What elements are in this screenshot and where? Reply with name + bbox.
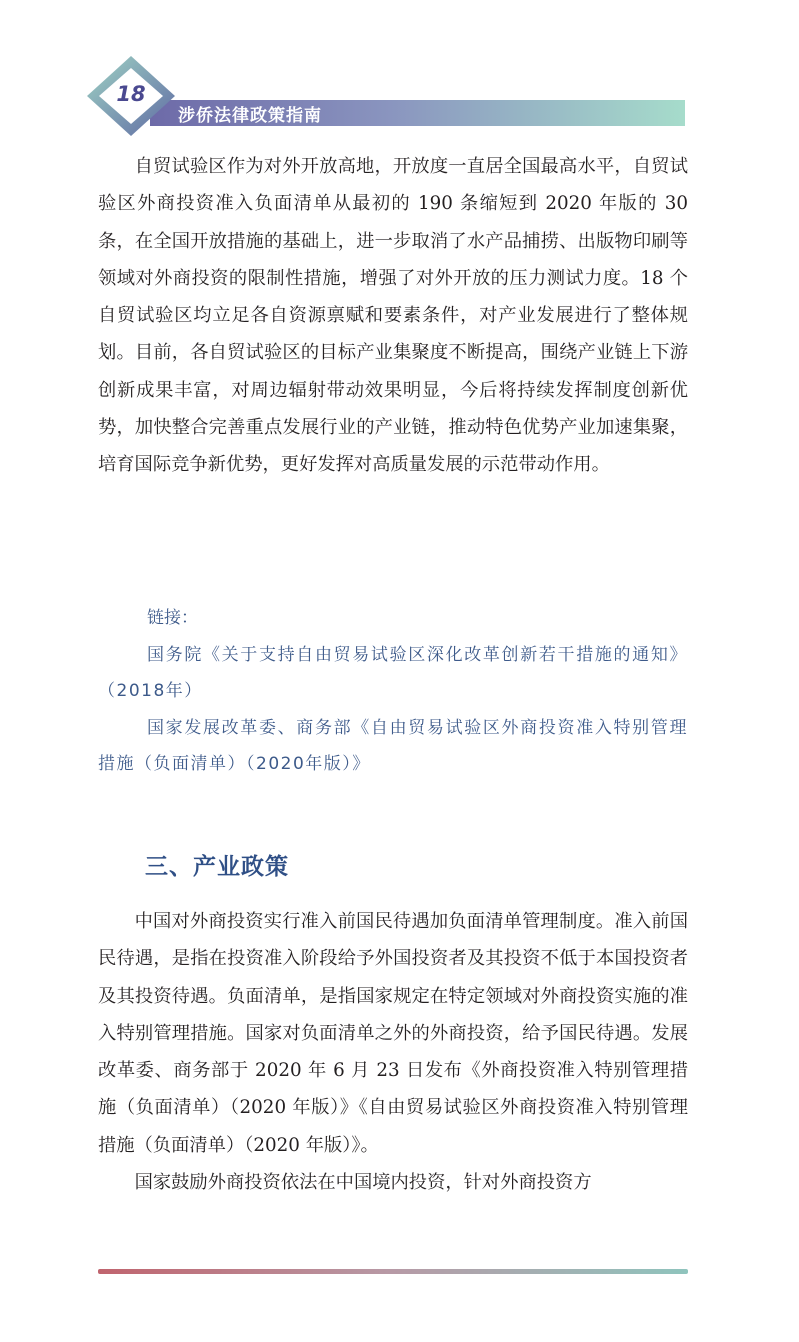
page-number: 18 [116,82,146,106]
section-body [98,903,688,1201]
header-decoration [0,0,799,140]
running-title: 涉侨法律政策指南 [178,106,322,126]
paragraph: 自贸试验区作为对外开放高地，开放度一直居全国最高水平，自贸试验区外商投资准入负面清单从最初的 190 条缩短到 2020 年版的 30 条，在全国开放措施的基础上，进一步取消了水产品捕捞、出版物印刷等领域对外商投资的限制性措施，增强了对外开放的压力测试力度。18 个自贸试验区均立足各自资源禀赋和要素条件，对产业发展进行了整体规划。目前，各自贸试验区的目标产业集聚度不断提高，围绕产业链上下游创新成果丰富，对周边辐射带动效果明显，今后将持续发挥制度创新优势，加快整合完善重点发展行业的产业链，推动特色优势产业加速集聚，培育国际竞争新优势，更好发挥对高质量发展的示范带动作用。 [98,156,688,476]
page-header [0,0,799,140]
footer-divider [98,1269,688,1274]
link-item[interactable]: 国务院《关于支持自由贸易试验区深化改革创新若干措施的通知》（2018年） [98,644,688,701]
link-item[interactable]: 国家发展改革委、商务部《自由贸易试验区外商投资准入特别管理措施（负面清单）（2020年版）》 [98,717,688,774]
links-label: 链接： [147,608,198,628]
paragraph: 中国对外商投资实行准入前国民待遇加负面清单管理制度。准入前国民待遇，是指在投资准入阶段给予外国投资者及其投资不低于本国投资者及其投资待遇。负面清单，是指国家规定在特定领域对外商投资实施的准入特别管理措施。国家对负面清单之外的外商投资，给予国民待遇。发展改革委、商务部于 2020 年 6 月 23 日发布《外商投资准入特别管理措施（负面清单）（2020 年版）》《自由贸易试验区外商投资准入特别管理措施（负面清单）（2020 年版）》。 [98,911,688,1156]
paragraph: 国家鼓励外商投资依法在中国境内投资，针对外商投资方 [134,1172,592,1194]
reference-links [98,600,688,783]
body-text [98,148,688,484]
section-heading: 三、产业政策 [145,854,289,880]
